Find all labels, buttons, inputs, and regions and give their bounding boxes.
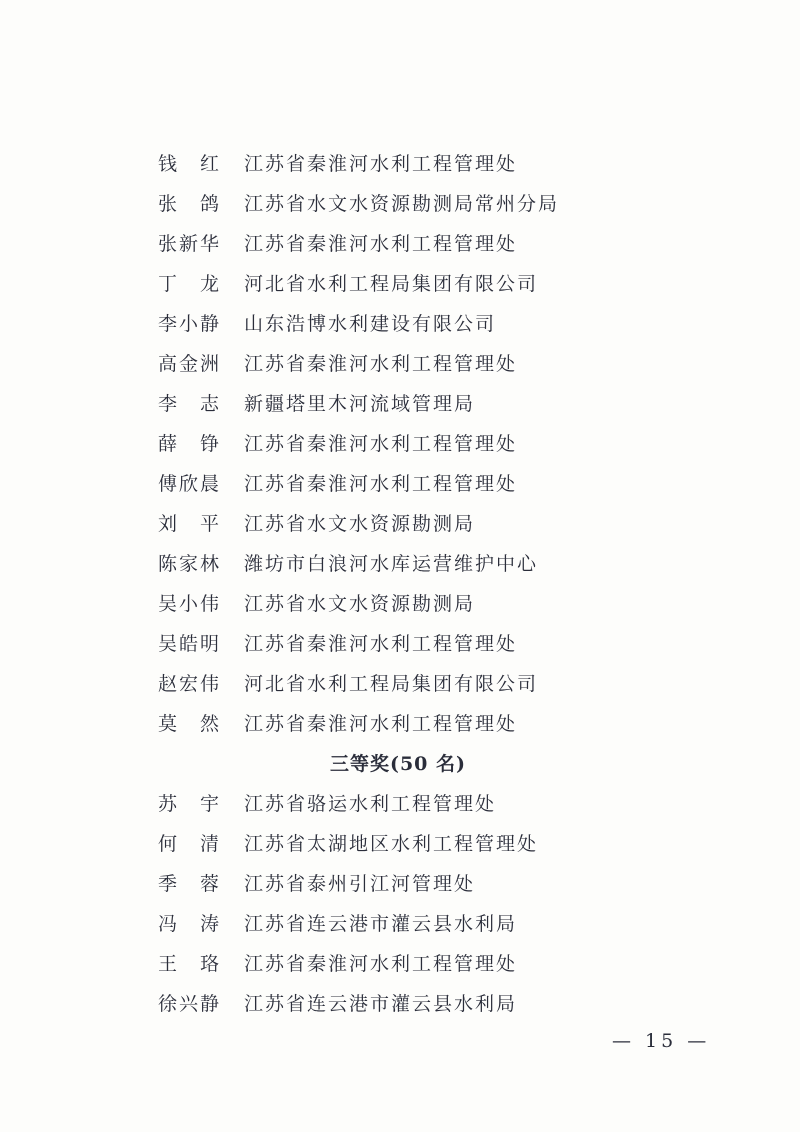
person-name: 张 鸽 — [158, 192, 222, 215]
person-name: 季 蓉 — [158, 872, 222, 895]
work-unit: 江苏省水文水资源勘测局常州分局 — [244, 192, 560, 215]
work-unit: 江苏省太湖地区水利工程管理处 — [244, 832, 539, 855]
person-name: 高金洲 — [158, 352, 222, 375]
list-item — [158, 342, 718, 382]
list-item — [158, 502, 718, 542]
person-name: 冯 涛 — [158, 912, 222, 935]
person-name: 丁 龙 — [158, 272, 222, 295]
list-item — [158, 782, 718, 822]
work-unit: 江苏省秦淮河水利工程管理处 — [244, 352, 518, 375]
work-unit: 江苏省秦淮河水利工程管理处 — [244, 232, 518, 255]
section-title: 三等奖(50 名) — [329, 752, 467, 775]
list-item — [158, 382, 718, 422]
person-name: 张新华 — [158, 232, 222, 255]
person-name: 李 志 — [158, 392, 222, 415]
person-name: 莫 然 — [158, 712, 222, 735]
list-item — [158, 262, 718, 302]
person-name: 薛 铮 — [158, 432, 222, 455]
page-number: — 15 — — [612, 1030, 711, 1052]
person-name: 王 珞 — [158, 952, 222, 975]
person-name: 吴小伟 — [158, 592, 222, 615]
work-unit: 江苏省连云港市灌云县水利局 — [244, 912, 518, 935]
work-unit: 江苏省秦淮河水利工程管理处 — [244, 432, 518, 455]
list-item — [158, 582, 718, 622]
list-item — [158, 542, 718, 582]
list-item — [158, 422, 718, 462]
list-item — [158, 942, 718, 982]
list-item — [158, 702, 718, 742]
work-unit: 新疆塔里木河流域管理局 — [244, 392, 476, 415]
list-item — [158, 302, 718, 342]
work-unit: 河北省水利工程局集团有限公司 — [244, 672, 539, 695]
work-unit: 江苏省秦淮河水利工程管理处 — [244, 712, 518, 735]
work-unit: 潍坊市白浪河水库运营维护中心 — [244, 552, 539, 575]
work-unit: 江苏省连云港市灌云县水利局 — [244, 992, 518, 1015]
person-name: 徐兴静 — [158, 992, 222, 1015]
work-unit: 河北省水利工程局集团有限公司 — [244, 272, 539, 295]
work-unit: 江苏省秦淮河水利工程管理处 — [244, 152, 518, 175]
list-item — [158, 822, 718, 862]
list-item — [158, 142, 718, 182]
person-name: 苏 宇 — [158, 792, 222, 815]
work-unit: 江苏省秦淮河水利工程管理处 — [244, 472, 518, 495]
work-unit: 江苏省骆运水利工程管理处 — [244, 792, 497, 815]
person-name: 钱 红 — [158, 152, 222, 175]
list-item — [158, 182, 718, 222]
work-unit: 山东浩博水利建设有限公司 — [244, 312, 497, 335]
person-name: 刘 平 — [158, 512, 222, 535]
list-item — [158, 622, 718, 662]
list-item — [158, 862, 718, 902]
person-name: 吴皓明 — [158, 632, 222, 655]
list-item — [158, 662, 718, 702]
person-name: 赵宏伟 — [158, 672, 222, 695]
list-item — [158, 222, 718, 262]
list-item — [158, 902, 718, 942]
work-unit: 江苏省秦淮河水利工程管理处 — [244, 632, 518, 655]
work-unit: 江苏省水文水资源勘测局 — [244, 512, 476, 535]
work-unit: 江苏省泰州引江河管理处 — [244, 872, 476, 895]
person-name: 何 清 — [158, 832, 222, 855]
person-name: 陈家林 — [158, 552, 222, 575]
person-name: 李小静 — [158, 312, 222, 335]
award-list — [158, 142, 718, 1022]
work-unit: 江苏省秦淮河水利工程管理处 — [244, 952, 518, 975]
list-item — [158, 982, 718, 1022]
list-item — [158, 462, 718, 502]
person-name: 傅欣晨 — [158, 472, 222, 495]
work-unit: 江苏省水文水资源勘测局 — [244, 592, 476, 615]
